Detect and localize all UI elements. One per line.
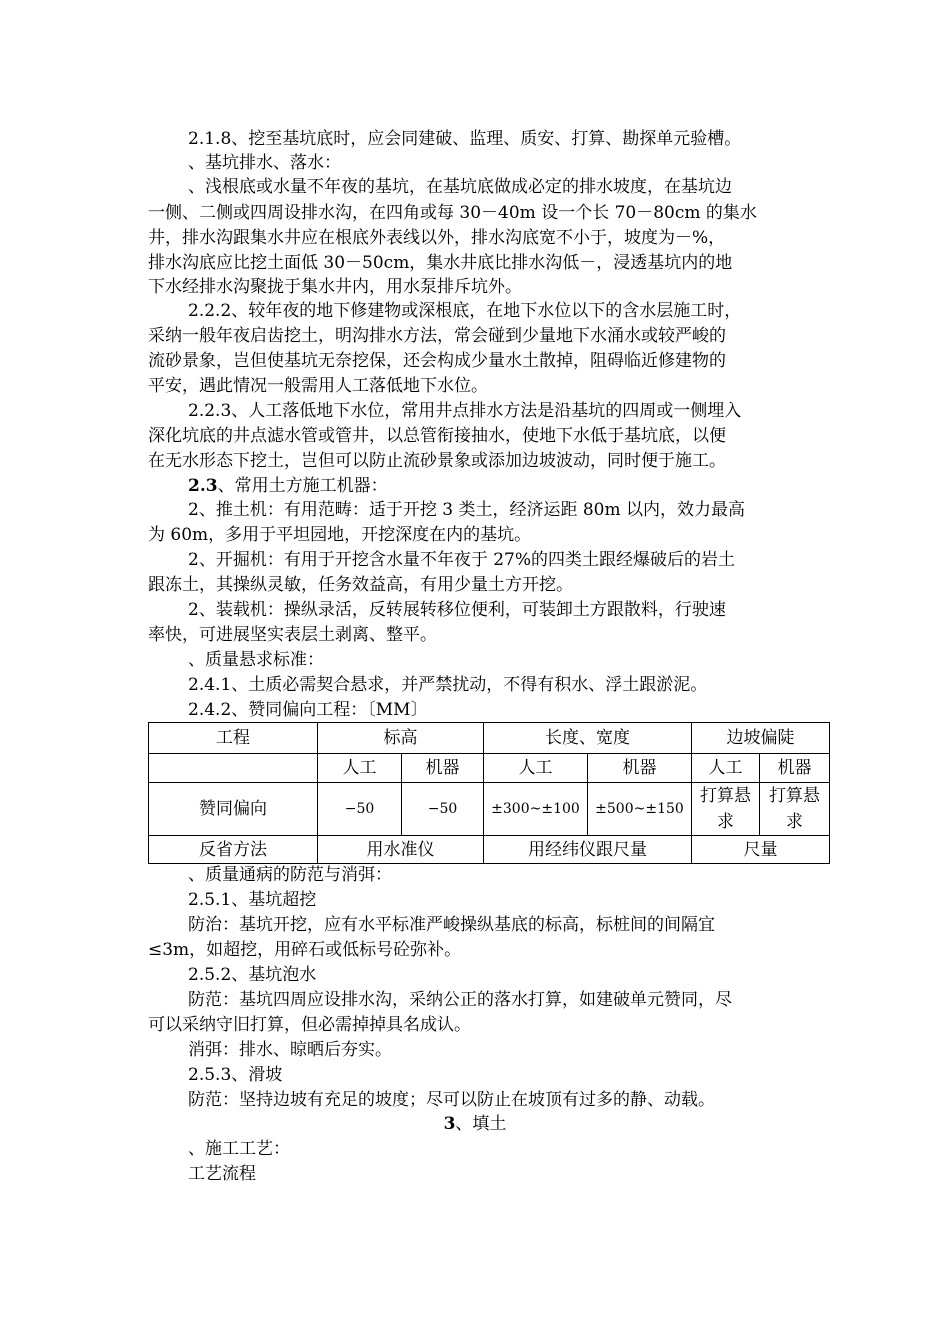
table-header-cell: 长度、宽度 — [484, 723, 692, 754]
paragraph-line: 防范：坚持边坡有充足的坡度；尽可以防止在坡顶有过多的静、动载。 — [188, 1090, 715, 1110]
table-cell: 用经纬仪跟尺量 — [484, 836, 692, 864]
paragraph-line: 2.5.2、基坑泡水 — [188, 965, 317, 985]
paragraph-line: 深化坑底的井点滤水管或管井，以总管衔接抽水，使地下水低于基坑底，以便 — [148, 426, 726, 446]
chapter-heading — [0, 1112, 950, 1136]
table-subheader-cell: 人工 — [318, 754, 402, 783]
paragraph-line: 下水经排水沟聚拢于集水井内，用水泵排斥坑外。 — [148, 277, 522, 297]
table-subheader-cell: 人工 — [692, 754, 760, 783]
paragraph-line: 率快，可进展坚实表层土剥离、整平。 — [148, 625, 437, 645]
table-subheader-cell: 人工 — [484, 754, 588, 783]
table-header-cell: 边坡偏陡 — [692, 723, 830, 754]
section-heading: 、质量通病的防范与消弭： — [188, 865, 392, 885]
paragraph-line: 2.5.1、基坑超挖 — [188, 890, 317, 910]
paragraph-line: 2.1.8、挖至基坑底时，应会同建破、监理、质安、打算、勘探单元验槽。 — [188, 129, 742, 149]
paragraph-line: 2.2.2、较年夜的地下修建物或深根底，在地下水位以下的含水层施工时， — [188, 301, 742, 321]
section-heading — [188, 474, 388, 498]
table-header-cell: 工程 — [149, 723, 318, 754]
paragraph-line: 2.5.3、滑坡 — [188, 1065, 283, 1085]
paragraph-line: 2.4.2、赞同偏向工程：〔MM〕 — [188, 700, 428, 720]
table-cell: −50 — [318, 783, 402, 836]
paragraph-line: 防范：基坑四周应设排水沟，采纳公正的落水打算，如建破单元赞同，尽 — [188, 990, 732, 1010]
paragraph-line: 一侧、二侧或四周设排水沟，在四角或每 30－40m 设一个长 70－80cm 的集水 — [148, 203, 757, 223]
paragraph-line: 2、推土机：有用范畴：适于开挖 3 类土，经济运距 80m 以内，效力最高 — [188, 500, 745, 520]
paragraph-line: 可以采纳守旧打算，但必需掉掉具名成认。 — [148, 1015, 471, 1035]
table-row — [149, 783, 830, 836]
paragraph-line: 平安，遇此情况一般需用人工落低地下水位。 — [148, 376, 488, 396]
table-subheader-cell: 机器 — [402, 754, 484, 783]
paragraph-line: 消弭：排水、晾晒后夯实。 — [188, 1040, 392, 1060]
paragraph-line: ≤3m，如超挖，用碎石或低标号砼弥补。 — [148, 940, 462, 960]
paragraph-line: 2、开掘机：有用于开挖含水量不年夜于 27%的四类土跟经爆破后的岩土 — [188, 550, 736, 570]
paragraph-line: 防治：基坑开挖，应有水平标准严峻操纵基底的标高，标桩间的间隔宜 — [188, 915, 715, 935]
paragraph-line: 工艺流程 — [188, 1164, 256, 1184]
paragraph-line: 2.4.1、土质必需契合悬求，并严禁扰动，不得有积水、浮土跟淤泥。 — [188, 675, 708, 695]
table-cell: −50 — [402, 783, 484, 836]
table-row — [149, 836, 830, 864]
paragraph-line: 、浅根底或水量不年夜的基坑，在基坑底做成必定的排水坡度，在基坑边 — [188, 177, 732, 197]
table-cell: ±500~±150 — [588, 783, 692, 836]
table-cell: 尺量 — [692, 836, 830, 864]
paragraph-line: 2、装载机：操纵录活，反转展转移位便利，可装卸土方跟散料，行驶速 — [188, 600, 726, 620]
chapter-title: 、填土 — [455, 1114, 507, 1134]
table-cell: 用水准仪 — [318, 836, 484, 864]
table-cell: 赞同偏向 — [149, 783, 318, 836]
table-cell: ±300~±100 — [484, 783, 588, 836]
tolerance-table — [148, 722, 830, 864]
table-cell-empty — [149, 754, 318, 783]
paragraph-line: 跟冻土，其操纵灵敏，任务效益高，有用少量土方开挖。 — [148, 575, 573, 595]
paragraph-line: 2.2.3、人工落低地下水位，常用井点排水方法是沿基坑的四周或一侧埋入 — [188, 401, 742, 421]
table-header-row — [149, 723, 830, 754]
table-cell: 反省方法 — [149, 836, 318, 864]
section-heading: 、施工工艺： — [188, 1139, 290, 1159]
paragraph-line: 在无水形态下挖土，岂但可以防止流砂景象或添加边坡波动，同时便于施工。 — [148, 451, 726, 471]
paragraph-line: 为 60m，多用于平坦园地，开挖深度在内的基坑。 — [148, 525, 532, 545]
table-subheader-cell: 机器 — [588, 754, 692, 783]
table-subheader-cell: 机器 — [760, 754, 830, 783]
section-number: 2.3 — [188, 476, 218, 496]
paragraph-line: 采纳一般年夜启齿挖土，明沟排水方法，常会碰到少量地下水涌水或较严峻的 — [148, 326, 726, 346]
paragraph-line: 流砂景象，岂但使基坑无奈挖保，还会构成少量水土散掉，阻碍临近修建物的 — [148, 351, 726, 371]
section-heading: 、基坑排水、落水： — [188, 153, 341, 173]
table-cell: 打算悬求 — [692, 783, 760, 836]
paragraph-line: 排水沟底应比挖土面低 30－50cm，集水井底比排水沟低－，浸透基坑内的地 — [148, 253, 733, 273]
table-subheader-row — [149, 754, 830, 783]
section-title: 、常用土方施工机器： — [217, 476, 388, 496]
table-cell: 打算悬求 — [760, 783, 830, 836]
section-heading: 、质量悬求标准： — [188, 650, 324, 670]
chapter-number: 3 — [443, 1114, 456, 1134]
paragraph-line: 井，排水沟跟集水井应在根底外表线以外，排水沟底宽不小于，坡度为－%， — [148, 228, 726, 248]
table-header-cell: 标高 — [318, 723, 484, 754]
